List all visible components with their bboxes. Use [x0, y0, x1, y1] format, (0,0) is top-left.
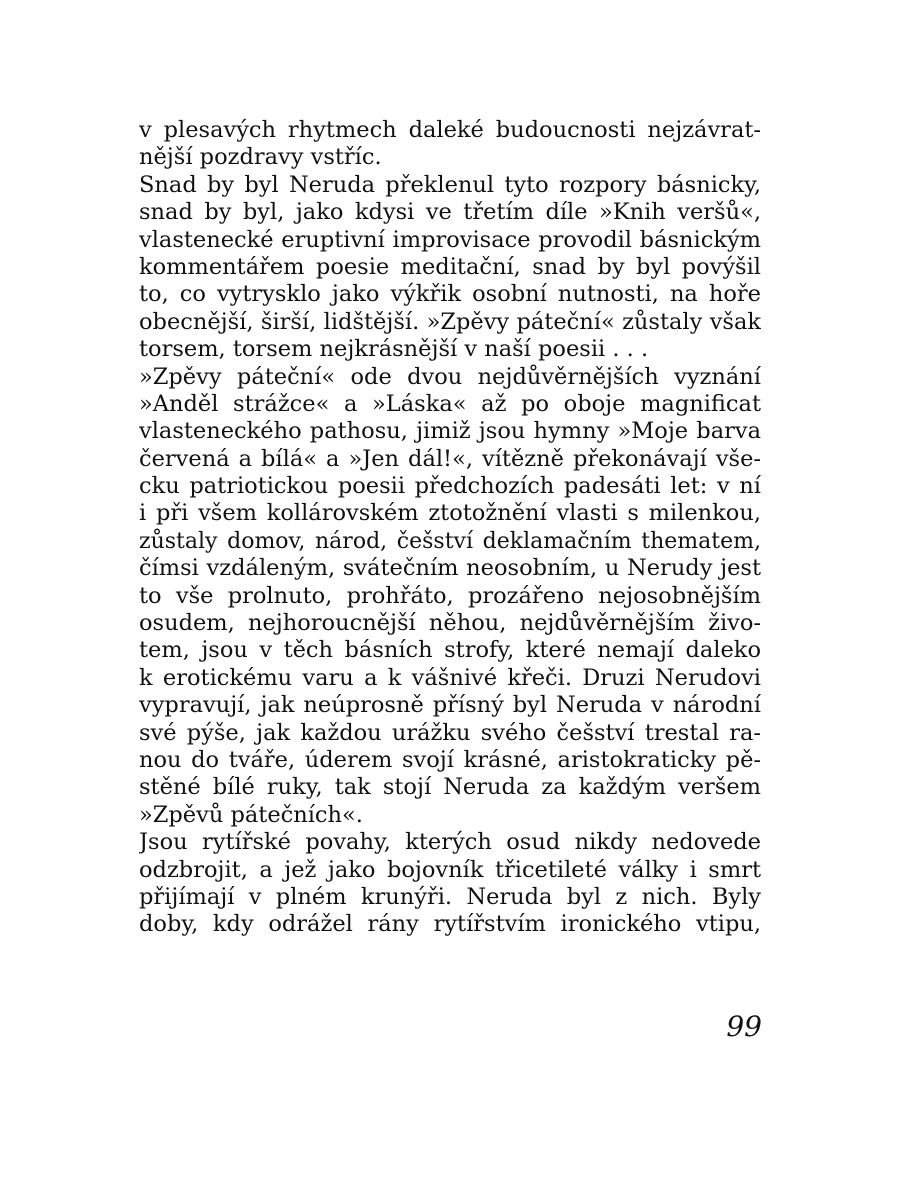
text-line: tem, jsou v těch básních strofy, které nemají daleko: [139, 637, 761, 664]
text-line: čímsi vzdáleným, svátečním neosobním, u Nerudy jest: [139, 555, 761, 582]
text-line: i při všem kollárovském ztotožnění vlasti s milenkou,: [139, 500, 761, 527]
text-line: vypravují, jak neúprosně přísný byl Neruda v národní: [139, 692, 761, 719]
text-line: »Anděl strážce« a »Láska« až po oboje magnificat: [139, 390, 761, 417]
text-line: stěné bílé ruky, tak stojí Neruda za každým veršem: [139, 774, 761, 801]
page-number: 99: [726, 1010, 762, 1043]
text-line: cku patriotickou poesii předchozích padesáti let: v ní: [139, 473, 761, 500]
text-line: snad by byl, jako kdysi ve třetím díle »Knih veršů«,: [139, 199, 761, 226]
text-line: nější pozdravy vstříc.: [139, 144, 382, 171]
text-line: nou do tváře, úderem svojí krásné, aristokraticky pě-: [139, 746, 761, 773]
text-line: červená a bílá« a »Jen dál!«, vítězně překonávají vše-: [139, 445, 761, 472]
body-text: [139, 117, 761, 939]
text-line: »Zpěvy páteční« ode dvou nejdůvěrnějších vyznání: [139, 363, 761, 390]
text-line: torsem, torsem nejkrásnější v naší poesii . . .: [139, 336, 649, 363]
text-line: kommentářem poesie meditační, snad by byl povýšil: [139, 253, 761, 280]
text-line: Snad by byl Neruda překlenul tyto rozpory básnicky,: [139, 171, 761, 198]
text-line: své pýše, jak každou urážku svého češství trestal ra-: [139, 719, 761, 746]
text-line: doby, kdy odrážel rány rytířstvím ironického vtipu,: [139, 911, 761, 938]
text-line: to, co vytrysklo jako výkřik osobní nutnosti, na hoře: [139, 281, 761, 308]
text-line: vlastenecké eruptivní improvisace provodil básnickým: [139, 226, 761, 253]
text-line: vlasteneckého pathosu, jimiž jsou hymny »Moje barva: [139, 418, 761, 445]
text-line: přijímají v plném krunýři. Neruda byl z nich. Byly: [139, 883, 761, 910]
text-line: odzbrojit, a jež jako bojovník třicetileté války i smrt: [139, 856, 761, 883]
text-line: osudem, nejhoroucnější něhou, nejdůvěrnějším živo-: [139, 610, 761, 637]
text-line: v plesavých rhytmech daleké budoucnosti nejzávrat-: [139, 117, 761, 143]
text-line: Jsou rytířské povahy, kterých osud nikdy nedovede: [139, 829, 761, 856]
text-line: to vše prolnuto, prohřáto, prozářeno nejosobnějším: [139, 582, 761, 609]
text-line: k erotickému varu a k vášnivé křeči. Druzi Nerudovi: [139, 664, 761, 691]
text-line: zůstaly domov, národ, češství deklamačním thematem,: [139, 528, 761, 554]
text-line: obecnější, širší, lidštější. »Zpěvy páteční« zůstaly však: [139, 308, 761, 335]
text-line: »Zpěvů pátečních«.: [139, 801, 363, 828]
